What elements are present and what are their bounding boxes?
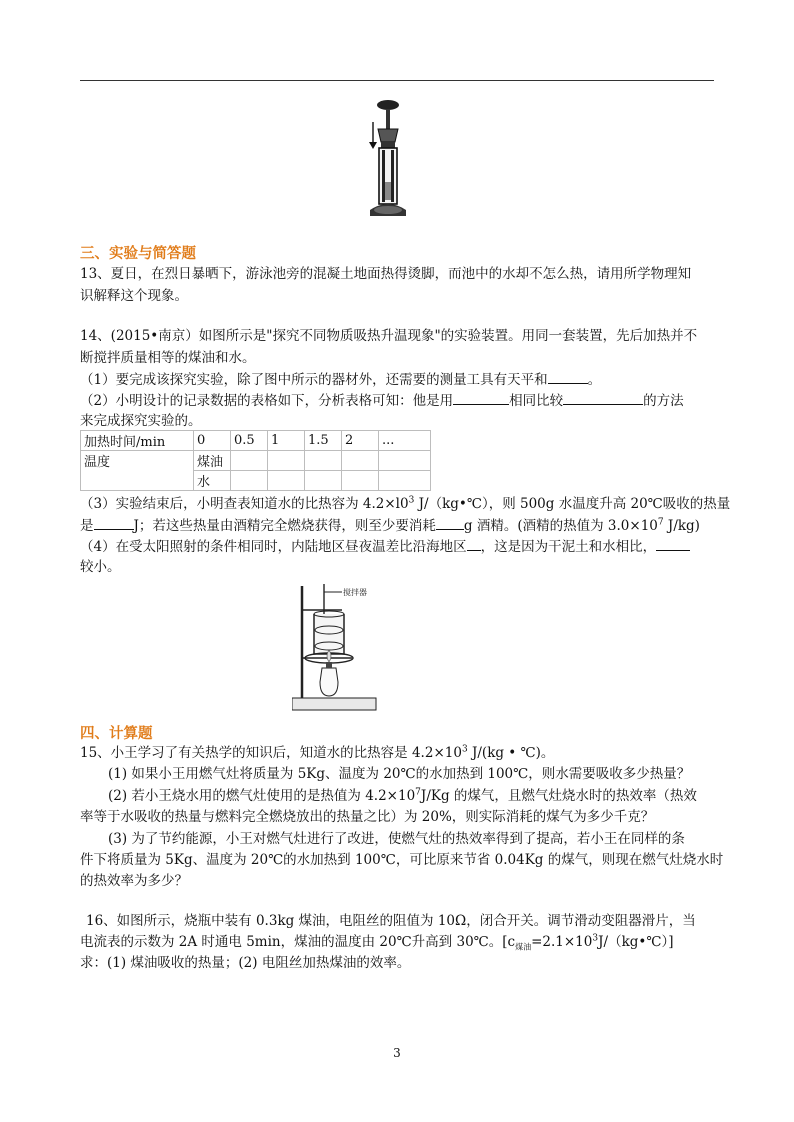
answer-blank[interactable] xyxy=(563,390,643,405)
q14-part-4-text-b: ，这是因为干泥土和水相比， xyxy=(480,539,657,555)
q15-part-2-text: (2) 若小王烧水用的燃气灶使用的是热值为 4.2×10 xyxy=(108,788,416,804)
answer-blank[interactable] xyxy=(436,515,464,530)
q16-line-2-text-b: =2.1×10 xyxy=(531,934,593,950)
q14-part-3 xyxy=(80,494,730,514)
q14-part-3-text-d: J；若这些热量由酒精完全燃烧获得，则至少要消耗 xyxy=(133,518,436,534)
q14-part-1-text: （1）要完成该探究实验，除了图中所示的器材外，还需要的测量工具有天平和 xyxy=(80,372,548,388)
q14-part-2 xyxy=(80,390,684,411)
exponent: 3 xyxy=(408,495,415,506)
table-cell xyxy=(379,471,431,491)
q13-line-2: 识解释这个现象。 xyxy=(80,288,188,304)
table-cell xyxy=(342,451,379,471)
q16-line-3: 求：(1) 煤油吸收的热量；(2) 电阻丝加热煤油的效率。 xyxy=(80,955,411,971)
exponent: 3 xyxy=(592,933,599,944)
table-row xyxy=(81,431,431,451)
q15-part-3-cont: 件下将质量为 5Kg、温度为 20℃的水加热到 100℃，可比原来节省 0.04Kg 的煤气，则现在燃气灶烧水时 xyxy=(80,852,724,868)
q14-part-4 xyxy=(80,536,690,557)
q16-line-2 xyxy=(80,932,673,952)
q16-line-1: 16、如图所示，烧瓶中装有 0.3kg 煤油，电阻丝的阻值为 10Ω，闭合开关。调节滑动变阻器滑片，当 xyxy=(86,913,696,929)
table-row xyxy=(81,451,431,471)
q14-part-1-end: 。 xyxy=(587,372,602,388)
table-cell xyxy=(231,451,268,471)
exponent: 3 xyxy=(461,744,468,755)
q14-part-3-text-e: g 酒精。(酒精的热值为 3.0×10 xyxy=(463,518,658,534)
q14-part-3-text-b: J/（kg•℃），则 500g 水温度升高 20℃吸收的热量 xyxy=(414,496,731,512)
answer-blank[interactable] xyxy=(548,369,588,384)
table-cell: ... xyxy=(379,431,431,451)
table-cell xyxy=(305,451,342,471)
answer-blank[interactable] xyxy=(656,536,690,551)
q15-part-1: (1) 如果小王用燃气灶将质量为 5Kg、温度为 20℃的水加热到 100℃，则水需要吸收多少热量？ xyxy=(108,766,691,782)
q15-line-1 xyxy=(80,743,554,763)
table-cell: 1.5 xyxy=(305,431,342,451)
stirrer-label: 搅拌器 xyxy=(343,588,367,597)
q16-line-2-text-c: J/（kg•℃）] xyxy=(598,934,674,950)
q13-line-1: 13、夏日，在烈日暴晒下，游泳池旁的混凝土地面热得烫脚，而池中的水却不怎么热，请用所学物理知 xyxy=(80,266,692,282)
section-heading-experiment: 三、实验与简答题 xyxy=(80,246,196,262)
section-heading-calculation: 四、计算题 xyxy=(80,726,153,742)
table-cell: 加热时间/min xyxy=(81,431,194,451)
q15-line-1-text: 15、小王学习了有关热学的知识后，知道水的比热容是 4.2×10 xyxy=(80,745,462,761)
answer-blank[interactable] xyxy=(453,390,509,405)
exponent: 7 xyxy=(657,517,664,528)
answer-blank[interactable] xyxy=(94,515,134,530)
table-cell xyxy=(379,451,431,471)
table-cell: 煤油 xyxy=(194,451,231,471)
q15-part-2 xyxy=(108,786,697,806)
heating-apparatus-figure xyxy=(292,582,382,714)
table-cell: 水 xyxy=(194,471,231,491)
answer-blank[interactable] xyxy=(467,536,481,551)
page-number: 3 xyxy=(393,1046,401,1060)
q14-part-3-text-c: 是 xyxy=(80,518,94,534)
table-cell: 温度 xyxy=(81,451,194,491)
q15-part-3-cont-2: 的热效率为多少？ xyxy=(80,873,188,889)
q14-part-3-text-f: J/kg) xyxy=(663,518,700,534)
q14-part-3-cont xyxy=(80,515,700,536)
table-cell: 0.5 xyxy=(231,431,268,451)
q15-part-2-cont: 率等于水吸收的热量与燃料完全燃烧放出的热量之比）为 20%，则实际消耗的煤气为多少千克？ xyxy=(80,809,655,825)
table-cell: 2 xyxy=(342,431,379,451)
q14-line-2: 断搅拌质量相等的煤油和水。 xyxy=(80,350,256,366)
table-cell xyxy=(268,471,305,491)
table-cell xyxy=(305,471,342,491)
q15-part-3: (3) 为了节约能源，小王对燃气灶进行了改进，使燃气灶的热效率得到了提高，若小王在同样的条 xyxy=(108,831,685,847)
fire-syringe-figure xyxy=(362,98,412,220)
table-cell xyxy=(342,471,379,491)
q14-part-3-text: （3）实验结束后，小明查表知道水的比热容为 4.2×l0 xyxy=(80,496,409,512)
q14-part-4-text: （4）在受太阳照射的条件相同时，内陆地区昼夜温差比沿海地区 xyxy=(80,539,467,555)
table-cell xyxy=(231,471,268,491)
table-cell xyxy=(268,451,305,471)
table-cell: 1 xyxy=(268,431,305,451)
q14-part-1 xyxy=(80,369,601,390)
exponent: 7 xyxy=(415,787,421,798)
q15-part-2-text-b: J/Kg 的煤气，且燃气灶烧水时的热效率（热效 xyxy=(420,788,697,804)
q16-line-2-text: 电流表的示数为 2A 时通电 5min，煤油的温度由 20℃升高到 30℃。[c xyxy=(80,934,516,950)
table-cell: 0 xyxy=(194,431,231,451)
q14-part-2-mid: 相同比较 xyxy=(509,393,564,409)
header-rule xyxy=(80,80,714,81)
record-table xyxy=(80,430,431,491)
q14-part-2-end: 的方法 xyxy=(643,393,684,409)
q14-part-4-cont: 较小。 xyxy=(80,559,121,575)
q14-line-1: 14、(2015•南京）如图所示是"探究不同物质吸热升温现象"的实验装置。用同一套装置，先后加热并不 xyxy=(80,328,698,344)
q14-part-2-text: （2）小明设计的记录数据的表格如下，分析表格可知：他是用 xyxy=(80,393,454,409)
subscript: 煤油 xyxy=(515,942,532,952)
q15-line-1-text-b: J/(kg • ℃)。 xyxy=(467,745,555,761)
q14-part-2-cont: 来完成探究实验的。 xyxy=(80,413,202,429)
